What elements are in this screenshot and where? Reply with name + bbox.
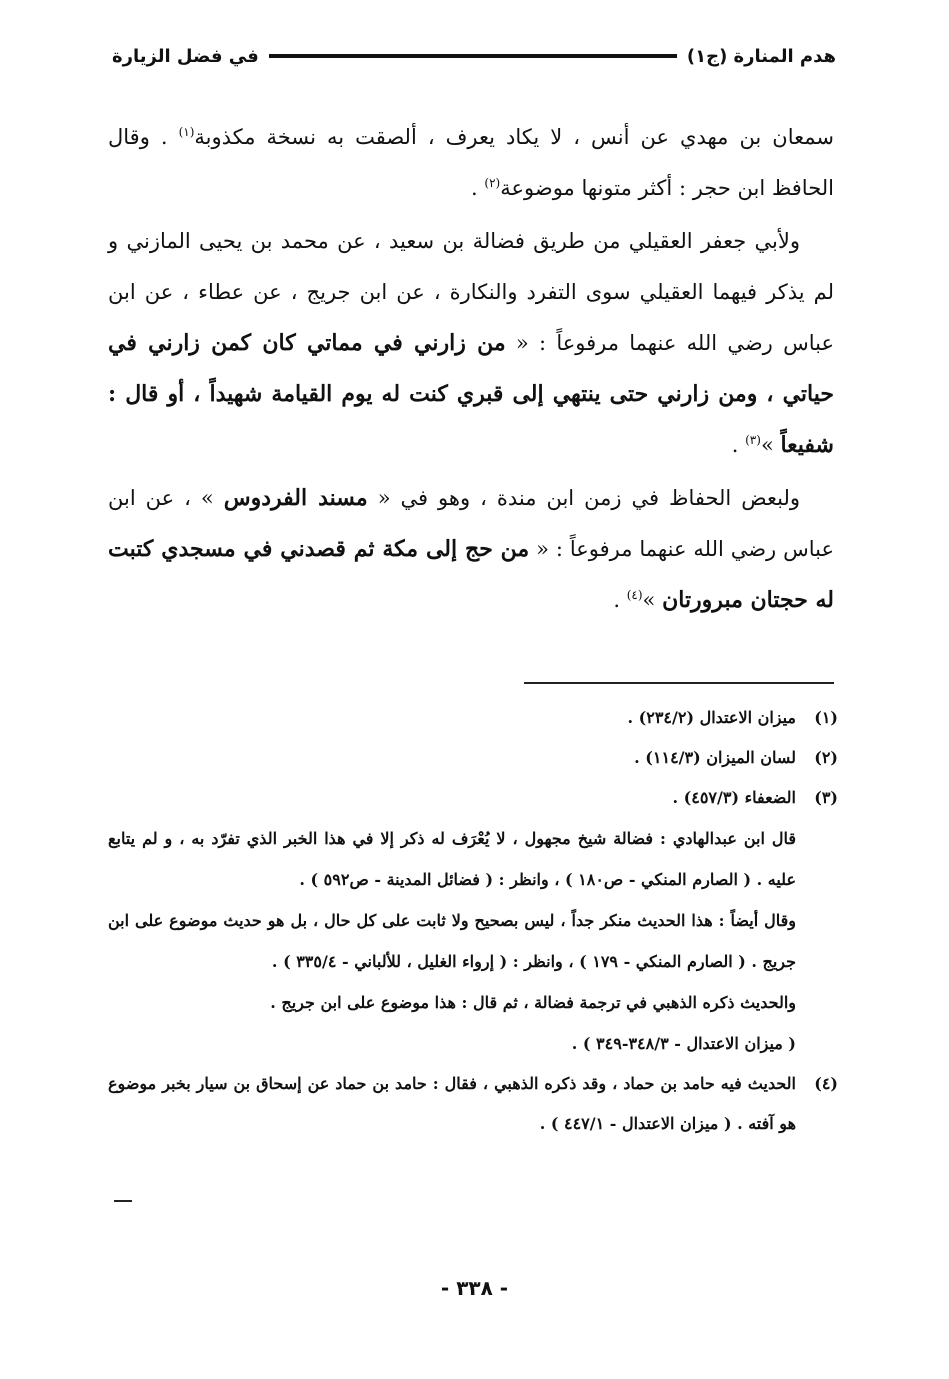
paragraph-2 [108,216,834,471]
hadith-quote-1: من زارني في مماتي كان كمن زارني في حياتي ، ومن زارني حتى ينتهي إلى قبري كنت له يوم القيامة شهيداً ، أو قال : شفيعاً [108,330,834,458]
paragraph-1-text: سمعان بن مهدي عن أنس ، لا يكاد يعرف ، ألصقت به نسخة مكذوبة [194,125,834,149]
footnote-text: لسان الميزان (١١٤/٣) . [634,748,796,767]
footnote-number: (٢) [814,748,838,767]
footnote-number: (٤) [814,1074,838,1093]
footnote-3-continuation-2: وقال أيضاً : هذا الحديث منكر جداً ، ليس بصحيح ولا ثابت على كل حال ، بل هو حديث موضوع على ابن جريج . ( الصارم المنكي - ١٧٩ ) ، وانظر : ( إرواء الغليل ، للألباني - ٣٣٥/٤ ) . [108,911,796,971]
running-header [112,38,836,74]
paragraph-1-text2: . وقال الحافظ ابن حجر : أكثر متونها موضوعة [108,125,834,200]
footnote-separator [524,682,834,684]
footnote-1 [108,698,838,738]
footnote-2 [108,738,838,778]
quote-close-1: » [760,433,781,457]
hadith-quote-2: من حج إلى مكة ثم قصدني في مسجدي كتبت له حجتان مبرورتان [108,536,834,613]
margin-mark [114,1200,132,1202]
paragraph-1 [108,112,834,214]
footnote-3-continuation-3: والحديث ذكره الذهبي في ترجمة فضالة ، ثم قال : هذا موضوع على ابن جريج . [270,993,796,1012]
footnote-number: (١) [814,708,838,727]
paragraph-3-text: ولبعض الحفاظ في زمن ابن مندة ، وهو في « [367,486,800,510]
quote-close-2: » [642,588,663,612]
footnote-3-continuation-1: قال ابن عبدالهادي : فضالة شيخ مجهول ، لا يُعْرَف له ذكر إلا في هذا الخبر الذي تفرّد به ، و لم يتابع عليه . ( الصارم المنكي - ص١٨٠ ) ، وانظر : ( فضائل المدينة - ص٥٩٢ ) . [108,829,796,889]
header-rule [269,54,677,58]
footnote-3 [108,778,838,818]
footnote-3-continuation-4: ( ميزان الاعتدال - ٣٤٨/٣-٣٤٩ ) . [571,1034,796,1053]
footnote-text: الحديث فيه حامد بن حماد ، وقد ذكره الذهبي ، فقال : حامد بن حماد عن إسحاق بن سيار بخبر موضوع هو آفته . ( ميزان الاعتدال - ٤٤٧/١ ) . [108,1074,797,1133]
paragraph-2-text: ولأبي جعفر العقيلي من طريق فضالة بن سعيد ، عن محمد بن يحيى المازني و لم يذكر فيهما العقيلي سوى التفرد والنكارة ، عن ابن جريج ، عن عطاء ، عن ابن عباس رضي الله عنهما مرفوعاً : « [108,229,834,355]
page-number: - ٣٣٨ - [440,1276,509,1300]
header-subtitle: في فضل الزيارة [112,45,259,67]
footnote-ref-4[interactable]: (٤) [626,588,643,602]
main-text [108,112,834,626]
footnote-ref-1[interactable]: (١) [178,125,195,139]
footnote-text: ميزان الاعتدال (٢٣٤/٢) . [627,708,796,727]
header-title: هدم المنارة (ج١) [686,45,836,67]
footnote-number: (٣) [814,788,838,807]
paragraph-3 [108,473,834,626]
source-title: مسند الفردوس [223,485,368,511]
paragraph-1-tail: . [471,176,485,200]
paragraph-3-tail: . [613,588,627,612]
paragraph-2-tail: . [731,433,746,457]
footnote-4 [108,1064,838,1144]
paragraph-3-text2: » ، عن ابن عباس رضي الله عنهما مرفوعاً : « [108,486,834,561]
footnote-ref-3[interactable]: (٣) [745,433,761,447]
footnotes [108,698,838,1144]
footnote-ref-2[interactable]: (٢) [484,176,501,190]
footnote-text: الضعفاء (٤٥٧/٣) . [672,788,796,807]
